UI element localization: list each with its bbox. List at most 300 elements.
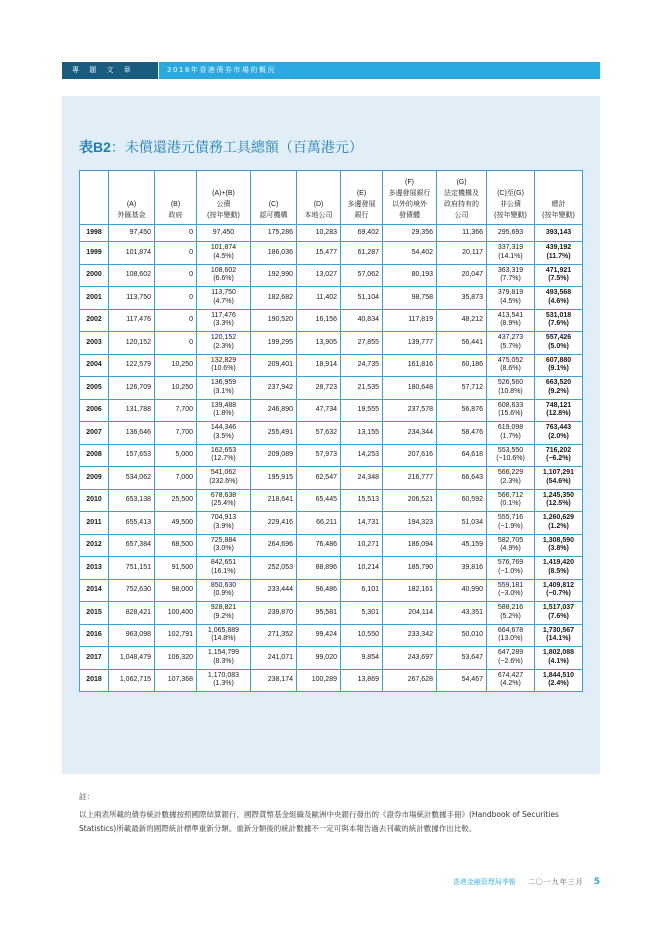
overseas-issuers-cell: 233,342 [383,624,437,647]
year-cell: 2004 [80,354,109,377]
overseas-issuers-cell: 98,758 [383,287,437,310]
table-row [80,669,583,692]
column-header-line [158,188,193,199]
non-public-debt-cell-value: 647,289 [497,649,524,657]
column-header-line: (G) [456,179,467,186]
public-debt-cell-change: (8.3%) [213,657,234,665]
mdb-cell: 24,735 [341,354,383,377]
year-cell: 2013 [80,557,109,580]
local-corporates-cell: 66,211 [297,512,341,535]
government-cell: 25,500 [155,489,197,512]
article-title: 2018年香港債券市場的概況 [159,62,600,79]
mdb-cell: 61,287 [341,242,383,265]
public-debt-cell-value: 113,750 [211,289,236,297]
non-public-debt-cell-value: 555,716 [497,514,524,522]
footer-date: 二〇一九年三月 [527,878,584,886]
column-header-line: 本地公司 [304,212,333,219]
local-corporates-cell: 13,905 [297,332,341,355]
non-public-debt-cell [487,354,535,377]
total-cell-change: (8.5%) [548,567,569,575]
public-debt-cell [197,467,251,490]
column-header-line [254,188,293,199]
total-cell-value: 1,419,420 [542,559,575,567]
total-cell-value: 1,844,510 [542,671,575,679]
total-cell-value: 1,245,350 [542,491,575,499]
total-cell [535,579,583,602]
non-public-debt-cell-value: 553,550 [497,446,524,454]
non-public-debt-cell-value: 608,633 [497,401,524,409]
total-cell-change: (54.6%) [546,477,571,485]
local-corporates-cell: 99,424 [297,624,341,647]
authorized-institutions-cell: 271,352 [251,624,297,647]
non-public-debt-cell [487,377,535,400]
public-debt-cell [197,354,251,377]
authorized-institutions-cell: 237,942 [251,377,297,400]
mdb-cell: 10,214 [341,557,383,580]
footer-publication: 香港金融管理局季報 [452,878,516,886]
year-cell: 1998 [80,225,109,242]
total-cell-change: (3.8%) [548,545,569,553]
overseas-issuers-cell: 267,628 [383,669,437,692]
non-public-debt-cell-value: 576,769 [497,559,524,567]
statutory-bodies-cell: 54,467 [437,669,487,692]
public-debt-cell [197,489,251,512]
local-corporates-cell: 96,486 [297,579,341,602]
public-debt-cell [197,444,251,467]
statutory-bodies-cell: 20,047 [437,264,487,287]
government-cell: 91,500 [155,557,197,580]
government-cell: 10,250 [155,354,197,377]
mdb-cell: 14,731 [341,512,383,535]
column-header-line: 總計 [551,201,566,208]
authorized-institutions-cell: 209,089 [251,444,297,467]
public-debt-cell-change: (4.5%) [213,252,234,260]
total-cell [535,624,583,647]
year-cell: 2011 [80,512,109,535]
authorized-institutions-cell: 233,444 [251,579,297,602]
non-public-debt-cell [487,602,535,625]
total-cell [535,422,583,445]
mdb-cell: 14,253 [341,444,383,467]
column-header [487,171,535,225]
government-cell: 98,000 [155,579,197,602]
public-debt-cell [197,624,251,647]
exchange-fund-cell: 126,709 [109,377,155,400]
non-public-debt-cell-value: 588,216 [497,604,524,612]
table-row [80,422,583,445]
non-public-debt-cell-change: (14.1%) [498,252,523,260]
public-debt-cell [197,534,251,557]
government-cell: 68,500 [155,534,197,557]
public-debt-cell [197,242,251,265]
exchange-fund-cell: 751,151 [109,557,155,580]
local-corporates-cell: 99,020 [297,647,341,670]
mdb-cell: 51,104 [341,287,383,310]
public-debt-cell-change: (1.8%) [213,410,234,418]
public-debt-cell-value: 97,450 [212,228,235,236]
public-debt-cell-value: 144,346 [210,424,237,432]
statutory-bodies-cell: 64,618 [437,444,487,467]
public-debt-cell-value: 678,638 [210,491,237,499]
non-public-debt-cell-value: 526,560 [497,379,524,387]
overseas-issuers-cell: 180,648 [383,377,437,400]
mdb-cell: 27,855 [341,332,383,355]
year-cell: 2018 [80,669,109,692]
local-corporates-cell: 57,973 [297,444,341,467]
column-header-line [300,188,337,199]
exchange-fund-cell: 157,653 [109,444,155,467]
overseas-issuers-cell: 237,578 [383,399,437,422]
exchange-fund-cell: 101,874 [109,242,155,265]
exchange-fund-cell: 752,630 [109,579,155,602]
local-corporates-cell: 76,486 [297,534,341,557]
table-row [80,377,583,400]
overseas-issuers-cell: 207,616 [383,444,437,467]
non-public-debt-cell [487,489,535,512]
debt-table [79,170,583,692]
column-header [155,171,197,225]
total-cell-value: 393,143 [545,228,572,236]
public-debt-cell-change: (2.3%) [213,342,234,350]
non-public-debt-cell [487,242,535,265]
table-row [80,287,583,310]
public-debt-cell-change: (14.8%) [211,635,236,643]
local-corporates-cell: 57,632 [297,422,341,445]
non-public-debt-cell-change: (8.9%) [500,320,521,328]
public-debt-cell [197,669,251,692]
column-header [437,171,487,225]
non-public-debt-cell-value: 674,427 [497,671,524,679]
public-debt-cell-change: (3.0%) [213,545,234,553]
column-header [251,171,297,225]
year-cell: 2003 [80,332,109,355]
mdb-cell: 10,271 [341,534,383,557]
government-cell: 0 [155,242,197,265]
statutory-bodies-cell: 56,441 [437,332,487,355]
non-public-debt-cell [487,534,535,557]
public-debt-cell-change: (3.3%) [213,320,234,328]
exchange-fund-cell: 963,098 [109,624,155,647]
non-public-debt-cell-change: (4.9%) [500,545,521,553]
overseas-issuers-cell: 29,356 [383,225,437,242]
non-public-debt-cell-value: 295,693 [497,228,524,236]
public-debt-cell-value: 1,170,083 [207,671,240,679]
column-header-line: 非公債 [500,201,521,208]
non-public-debt-cell-value: 379,819 [497,289,524,297]
year-cell: 2005 [80,377,109,400]
total-cell [535,332,583,355]
authorized-institutions-cell: 255,491 [251,422,297,445]
mdb-cell: 13,155 [341,422,383,445]
page-footer [453,877,600,887]
non-public-debt-cell-change: (4.2%) [500,680,521,688]
overseas-issuers-cell: 161,816 [383,354,437,377]
non-public-debt-cell-change: (8.6%) [500,365,521,373]
table-row [80,534,583,557]
total-cell-value: 748,121 [545,401,572,409]
authorized-institutions-cell: 209,401 [251,354,297,377]
non-public-debt-cell-value: 619,098 [497,424,524,432]
authorized-institutions-cell: 186,036 [251,242,297,265]
total-cell-value: 1,409,812 [542,581,575,589]
total-cell [535,512,583,535]
table-row [80,602,583,625]
column-header-line: 法定機構及 [444,190,479,197]
column-header [535,171,583,225]
total-cell-value: 557,426 [545,334,572,342]
table-code: 表B2 [79,139,111,155]
total-cell [535,264,583,287]
page-number: 5 [593,877,600,887]
statutory-bodies-cell: 43,351 [437,602,487,625]
total-cell [535,242,583,265]
total-cell [535,354,583,377]
non-public-debt-cell-change: (1.7%) [500,432,521,440]
column-header [80,171,109,225]
total-cell-value: 439,192 [545,244,572,252]
non-public-debt-cell-value: 559,181 [497,581,524,589]
exchange-fund-cell: 131,788 [109,399,155,422]
total-cell-change: (12.8%) [546,410,571,418]
statutory-bodies-cell: 35,873 [437,287,487,310]
column-header-line: 政府 [168,212,183,219]
total-cell-value: 493,568 [545,289,572,297]
mdb-cell: 15,513 [341,489,383,512]
non-public-debt-cell [487,647,535,670]
exchange-fund-cell: 653,138 [109,489,155,512]
overseas-issuers-cell: 139,777 [383,332,437,355]
non-public-debt-cell-value: 566,712 [497,491,524,499]
non-public-debt-cell [487,669,535,692]
total-cell-change: (4.1%) [548,657,569,665]
public-debt-cell-change: (3.9%) [213,522,234,530]
table-row [80,579,583,602]
exchange-fund-cell: 1,048,479 [109,647,155,670]
public-debt-cell-value: 117,476 [211,311,236,319]
overseas-issuers-cell: 194,323 [383,512,437,535]
government-cell: 0 [155,287,197,310]
non-public-debt-cell [487,467,535,490]
total-cell [535,377,583,400]
government-cell: 49,500 [155,512,197,535]
total-cell-change: (−6.2%) [546,455,571,463]
total-cell-change: (1.2%) [548,522,569,530]
column-header-line: 發債體 [399,212,420,219]
year-cell: 1999 [80,242,109,265]
overseas-issuers-cell: 234,344 [383,422,437,445]
exchange-fund-cell: 828,421 [109,602,155,625]
exchange-fund-cell: 534,062 [109,467,155,490]
exchange-fund-cell: 108,602 [109,264,155,287]
non-public-debt-cell-change: (5.2%) [500,612,521,620]
statutory-bodies-cell: 58,476 [437,422,487,445]
non-public-debt-cell [487,264,535,287]
total-cell-value: 1,730,567 [542,626,575,634]
year-cell: 2006 [80,399,109,422]
local-corporates-cell: 65,445 [297,489,341,512]
non-public-debt-cell [487,332,535,355]
overseas-issuers-cell: 117,819 [383,309,437,332]
local-corporates-cell: 62,547 [297,467,341,490]
year-cell: 2017 [80,647,109,670]
public-debt-cell-change: (232.6%) [209,477,238,485]
total-cell-change: (12.5%) [546,500,571,508]
table-row [80,332,583,355]
non-public-debt-cell [487,287,535,310]
authorized-institutions-cell: 182,682 [251,287,297,310]
public-debt-cell-value: 842,651 [210,559,237,567]
local-corporates-cell: 28,723 [297,377,341,400]
overseas-issuers-cell: 185,790 [383,557,437,580]
public-debt-cell-change: (10.6%) [211,365,236,373]
public-debt-cell-change: (1.3%) [213,680,234,688]
total-cell-value: 607,880 [545,356,572,364]
overseas-issuers-cell: 186,094 [383,534,437,557]
total-cell [535,467,583,490]
exchange-fund-cell: 657,384 [109,534,155,557]
total-cell-value: 1,517,037 [542,604,575,612]
column-header-line: (C) [268,201,279,208]
non-public-debt-cell-change: (−1.0%) [498,567,523,575]
public-debt-cell [197,377,251,400]
total-cell-change: (9.1%) [548,365,569,373]
government-cell: 10,250 [155,377,197,400]
statutory-bodies-cell: 50,010 [437,624,487,647]
column-header [297,171,341,225]
total-cell [535,399,583,422]
column-header-line: 認可機構 [259,212,288,219]
public-debt-cell-value: 928,821 [210,604,237,612]
column-header-line [83,188,105,199]
year-cell: 2015 [80,602,109,625]
overseas-issuers-cell: 80,193 [383,264,437,287]
table-row [80,557,583,580]
non-public-debt-cell [487,225,535,242]
total-cell-change: (5.0%) [548,342,569,350]
government-cell: 0 [155,225,197,242]
authorized-institutions-cell: 190,520 [251,309,297,332]
government-cell: 7,000 [155,467,197,490]
public-debt-cell [197,557,251,580]
public-debt-cell [197,422,251,445]
non-public-debt-cell-change: (7.7%) [500,275,521,283]
total-cell-value: 763,443 [545,424,572,432]
government-cell: 5,000 [155,444,197,467]
year-cell: 2012 [80,534,109,557]
public-debt-cell [197,579,251,602]
mdb-cell: 5,301 [341,602,383,625]
authorized-institutions-cell: 264,696 [251,534,297,557]
public-debt-cell-value: 850,630 [210,581,237,589]
exchange-fund-cell: 655,413 [109,512,155,535]
total-cell [535,647,583,670]
non-public-debt-cell-change: (4.5%) [500,297,521,305]
overseas-issuers-cell: 54,402 [383,242,437,265]
exchange-fund-cell: 122,579 [109,354,155,377]
authorized-institutions-cell: 199,295 [251,332,297,355]
authorized-institutions-cell: 238,174 [251,669,297,692]
overseas-issuers-cell: 243,697 [383,647,437,670]
statutory-bodies-cell: 40,990 [437,579,487,602]
table-row [80,624,583,647]
local-corporates-cell: 47,734 [297,399,341,422]
public-debt-cell-change: (3.1%) [213,387,234,395]
total-cell [535,444,583,467]
column-header-line: (D) [313,201,324,208]
column-header-line: 外匯基金 [117,212,146,219]
public-debt-cell-value: 704,913 [210,514,237,522]
non-public-debt-cell [487,512,535,535]
total-cell [535,602,583,625]
non-public-debt-cell-change: (2.3%) [500,477,521,485]
government-cell: 106,320 [155,647,197,670]
public-debt-cell [197,332,251,355]
authorized-institutions-cell: 241,071 [251,647,297,670]
non-public-debt-cell [487,444,535,467]
statutory-bodies-cell: 20,117 [437,242,487,265]
total-cell-value: 663,520 [545,379,572,387]
public-debt-cell [197,647,251,670]
total-cell-change: (7.6%) [548,320,569,328]
government-cell: 0 [155,332,197,355]
local-corporates-cell: 15,477 [297,242,341,265]
statutory-bodies-cell: 56,876 [437,399,487,422]
non-public-debt-cell-value: 566,229 [497,469,524,477]
non-public-debt-cell-value: 475,052 [497,356,524,364]
column-header-line: (按年變動) [207,212,240,219]
column-header [109,171,155,225]
table-row [80,264,583,287]
non-public-debt-cell [487,579,535,602]
local-corporates-cell: 11,402 [297,287,341,310]
table-title-text: ：未償還港元債務工具總額（百萬港元） [110,140,363,156]
local-corporates-cell: 18,914 [297,354,341,377]
non-public-debt-cell-value: 337,319 [497,244,524,252]
mdb-cell: 21,535 [341,377,383,400]
overseas-issuers-cell: 206,521 [383,489,437,512]
non-public-debt-cell-value: 582,705 [497,536,524,544]
total-cell [535,557,583,580]
total-cell-change: (11.7%) [546,252,571,260]
table-row [80,242,583,265]
public-debt-cell-change: (12.7%) [211,455,236,463]
public-debt-cell-value: 132,829 [210,356,237,364]
section-label: 專 題 文 章 [62,62,158,79]
non-public-debt-cell-change: (−10.6%) [496,455,525,463]
authorized-institutions-cell: 229,416 [251,512,297,535]
authorized-institutions-cell: 175,286 [251,225,297,242]
public-debt-cell [197,225,251,242]
statutory-bodies-cell: 48,212 [437,309,487,332]
total-cell-value: 1,260,629 [542,514,575,522]
column-header-line: (C)至(G) [497,190,524,197]
table-title [79,137,363,157]
statutory-bodies-cell: 53,647 [437,647,487,670]
total-cell-value: 716,202 [545,446,572,454]
authorized-institutions-cell: 192,990 [251,264,297,287]
total-cell-change: (7.5%) [548,275,569,283]
non-public-debt-cell-value: 363,319 [497,266,524,274]
total-cell-change: (−0.7%) [546,590,571,598]
year-cell: 2002 [80,309,109,332]
statutory-bodies-cell: 11,366 [437,225,487,242]
mdb-cell: 19,555 [341,399,383,422]
column-header-line: 多邊發展 [347,201,376,208]
local-corporates-cell: 95,581 [297,602,341,625]
government-cell: 102,791 [155,624,197,647]
public-debt-cell-change: (3.5%) [213,432,234,440]
statutory-bodies-cell: 60,186 [437,354,487,377]
